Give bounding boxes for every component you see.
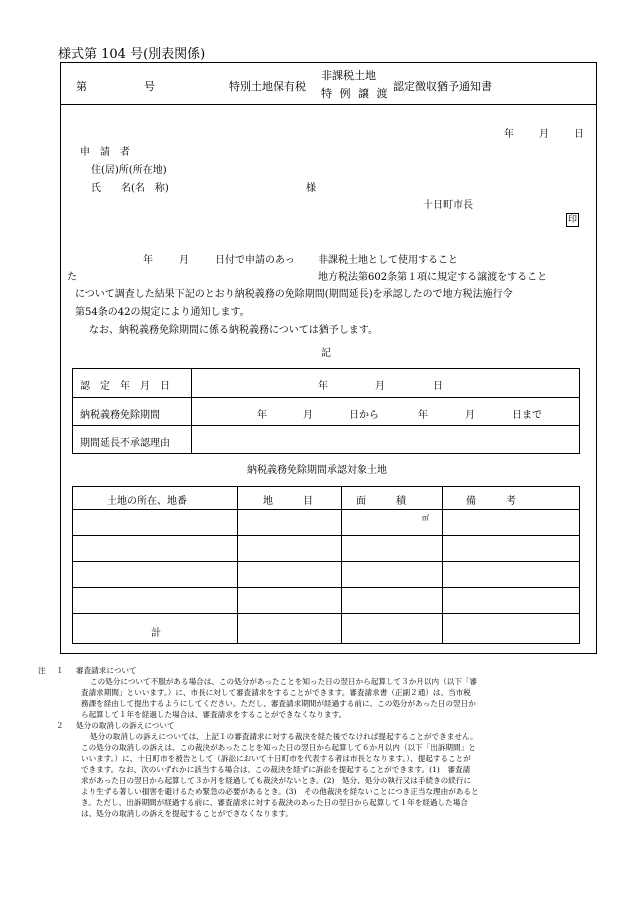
- body-line4: 第54条の42の規定により通知します。: [75, 307, 250, 318]
- note1-line: この処分について不服がある場合は、この処分があったことを知った日の翌日から起算して３か月以内（以下「審: [90, 677, 478, 686]
- honorific-sama: 様: [306, 183, 316, 194]
- body-line2-right: 地方税法第602条第１項に規定する譲渡をすること: [318, 272, 548, 283]
- form-number: 様式第 104 号(別表関係): [58, 47, 206, 62]
- exemption-period-row: [73, 398, 579, 426]
- seal-mark: 印: [567, 215, 577, 225]
- body-year: 年: [143, 255, 153, 266]
- note2-line: 求があった日の翌日から起算して３か月を経過しても裁決がないとき。(2) 処分、処分の執行又は手続きの続行に: [81, 776, 472, 785]
- land-col-divider: [237, 487, 238, 643]
- land-table: [72, 486, 580, 644]
- col-location-header: 土地の所在、地番: [107, 496, 187, 507]
- header-hikazei: 非課税土地: [321, 69, 376, 82]
- land-row-divider: [73, 587, 579, 588]
- issuer-name: 十日町市長: [423, 200, 473, 211]
- note1-line: 査請求期間」といいます。）に、市長に対して審査請求をすることができます。審査請求書（正副２通）は、当市税: [81, 688, 471, 697]
- period-end-day: 日まで: [512, 410, 542, 421]
- approval-date-label: 認 定 年 月 日: [80, 381, 170, 392]
- area-unit: ㎡: [422, 514, 429, 522]
- note2-line: は、処分の取消しの訴えを提起することができなくなります。: [81, 809, 294, 818]
- period-start-day: 日から: [349, 410, 379, 421]
- note1-number: １: [56, 666, 64, 675]
- approval-date-row: [73, 369, 579, 398]
- note2-line: できます。なお、次のいずれかに該当する場合は、この裁決を経ずに訴訟を提起することができます。(1) 審査請: [81, 765, 471, 774]
- note1-line: 務課を経由して提出するようにしてください。ただし、審査請求期間が経過する前に、この処分があった日の翌日か: [81, 699, 476, 708]
- body-line1-right: 非課税土地として使用すること: [318, 255, 458, 266]
- note2-line: より生ずる著しい損害を避けるため緊急の必要があるとき。(3) その他裁決を経ないことにつき正当な理由があると: [81, 787, 479, 796]
- header-tokurei: 特 例 譲 渡: [321, 87, 390, 100]
- body-line2-left: た: [67, 272, 77, 283]
- body-line1: 日付で申請のあっ: [215, 255, 295, 266]
- body-month: 月: [179, 255, 189, 266]
- period-end-month: 月: [465, 410, 475, 421]
- land-row-divider: [73, 535, 579, 536]
- note2-line: き。ただし、出訴期間が経過する前に、審査請求に対する裁決のあった日の翌日から起算して１年を経過した場合: [81, 798, 468, 807]
- note1-line: ら起算して１年を経過した場合は、審査請求をすることができなくなります。: [81, 710, 347, 719]
- note2-line: いいます。）に、十日町市を被告として（訴訟において十日町市を代表する者は市長となります。）、提起することが: [81, 754, 471, 763]
- form-header: [61, 63, 596, 105]
- land-col-divider: [442, 487, 443, 643]
- name-label: 氏 名(名 称): [91, 183, 169, 194]
- notice-form: [60, 62, 597, 654]
- col-remarks-header: 備 考: [466, 496, 516, 507]
- note2-title: 処分の取消しの訴えについて: [76, 721, 175, 730]
- rejection-reason-row: [73, 426, 579, 454]
- note2-number: ２: [56, 721, 64, 730]
- date-day: 日: [574, 129, 584, 140]
- ki-heading: 記: [321, 348, 331, 359]
- header-go: 号: [144, 80, 155, 93]
- col-area-header: 面 積: [356, 496, 406, 507]
- land-row-divider: [73, 561, 579, 562]
- land-row-divider: [73, 509, 579, 510]
- approval-month: 月: [375, 381, 385, 392]
- applicant-label: 申 請 者: [80, 147, 130, 158]
- note2-line: 処分の取消しの訴えについては、上記１の審査請求に対する裁決を経た後でなければ提起することができません。: [90, 732, 478, 741]
- address-label: 住(居)所(所在地): [91, 165, 167, 176]
- header-dai: 第: [76, 80, 87, 93]
- col-category-header: 地 目: [263, 496, 313, 507]
- note2-line: この処分の取消しの訴えは、この裁決があったことを知った日の翌日から起算して６か月以内（以下「出訴期間」と: [81, 743, 476, 752]
- approval-year: 年: [318, 381, 328, 392]
- land-table-title: 納税義務免除期間承認対象土地: [247, 465, 387, 476]
- period-start-year: 年: [257, 410, 267, 421]
- approval-info-table: [72, 368, 580, 454]
- note1-title: 審査請求について: [76, 666, 137, 675]
- land-col-divider: [341, 487, 342, 643]
- date-month: 月: [539, 129, 549, 140]
- form-title: 認定徴収猶予通知書: [393, 80, 492, 93]
- date-year: 年: [504, 129, 514, 140]
- rejection-reason-label: 期間延長不承認理由: [80, 438, 170, 449]
- exemption-period-label: 納税義務免除期間: [80, 410, 160, 421]
- land-row-divider: [73, 613, 579, 614]
- notes-prefix: 注: [38, 666, 46, 675]
- total-label: 計: [151, 628, 161, 639]
- header-tax-name: 特別土地保有税: [229, 80, 306, 93]
- body-line3: について調査した結果下記のとおり納税義務の免除期間(期間延長)を承認したので地方税法施行令: [75, 289, 513, 300]
- period-end-year: 年: [418, 410, 428, 421]
- approval-day: 日: [433, 381, 443, 392]
- period-start-month: 月: [303, 410, 313, 421]
- body-line5: なお、納税義務免除期間に係る納税義務については猶予します。: [89, 325, 378, 336]
